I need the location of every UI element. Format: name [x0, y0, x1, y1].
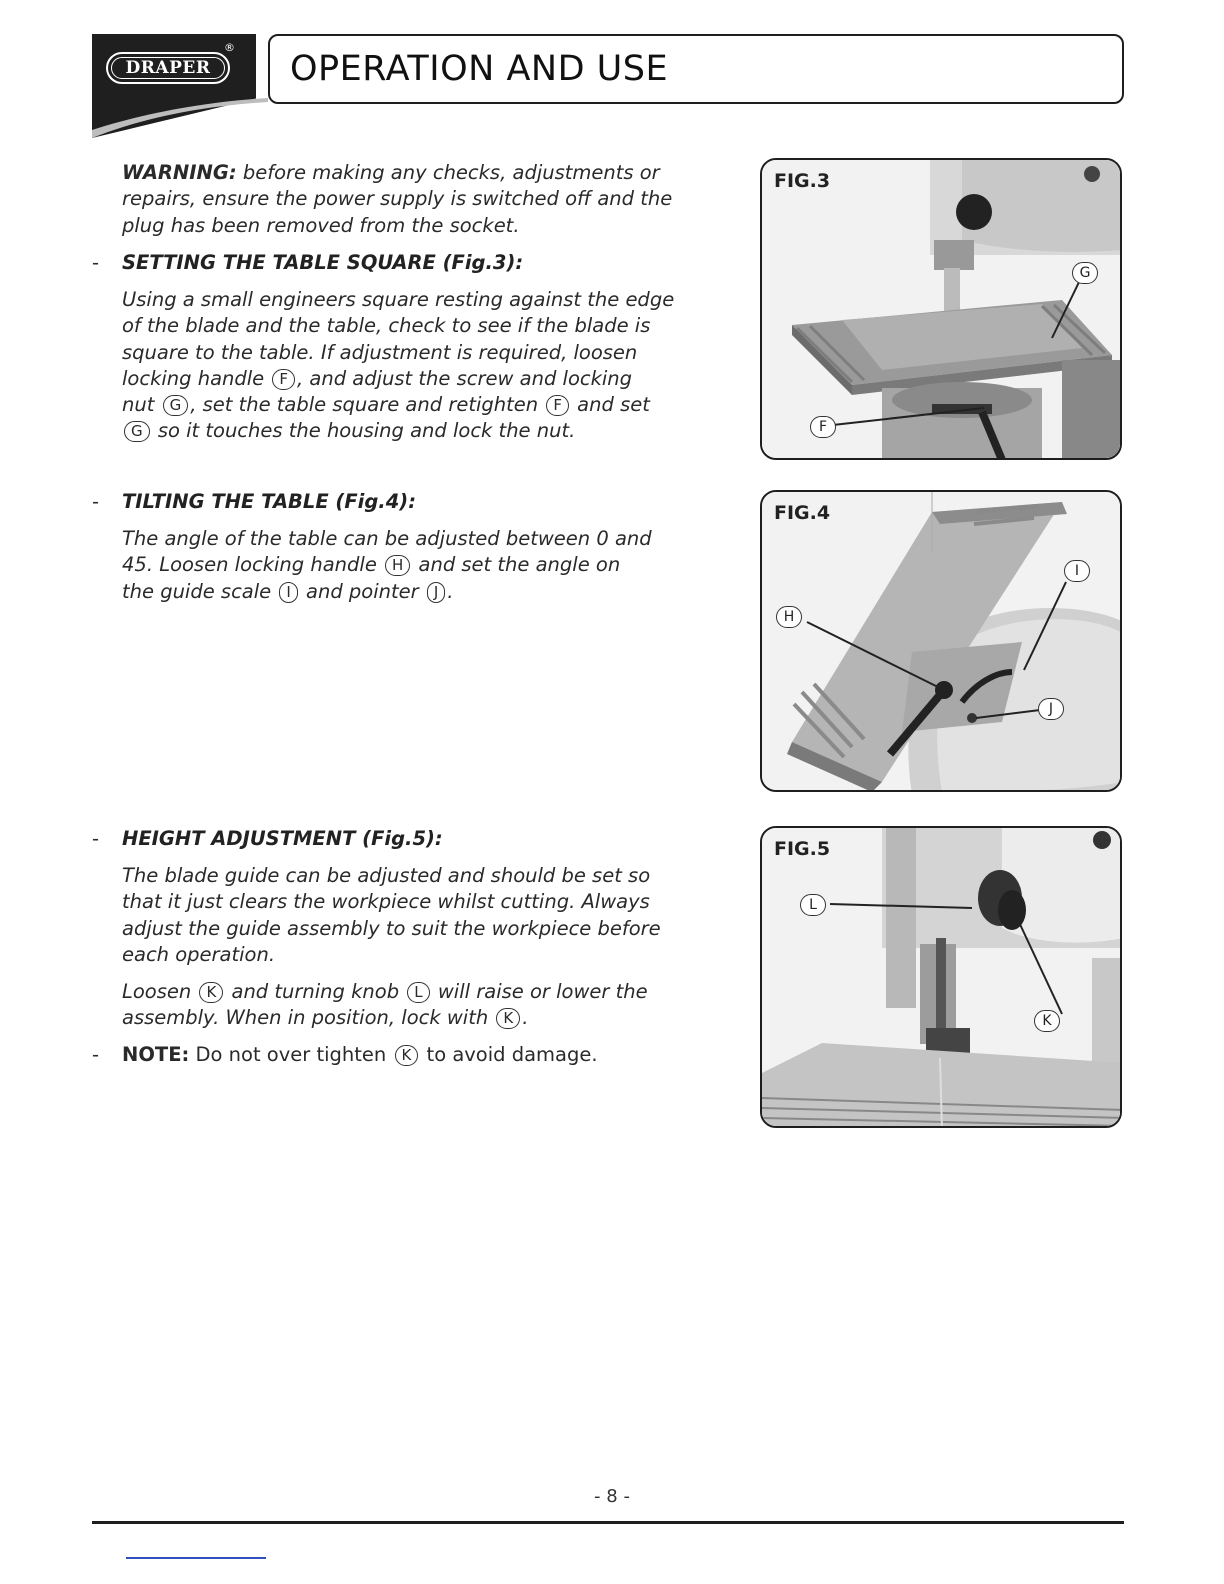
table-square-line-5: [122, 392, 742, 418]
registered-mark: ®: [224, 41, 235, 54]
heading-height: HEIGHT ADJUSTMENT (Fig.5):: [122, 827, 443, 850]
text-fragment: and set the angle on: [412, 553, 621, 577]
footer-rule: [92, 1521, 1124, 1524]
text-fragment: Loosen: [122, 980, 198, 1003]
figure-4: [760, 490, 1122, 792]
footer-link-underline: [126, 1557, 266, 1559]
text-fragment: , and adjust the screw and locking: [297, 366, 633, 390]
figure-3-label: FIG.3: [774, 170, 831, 192]
heading-table-square: SETTING THE TABLE SQUARE (Fig.3):: [122, 251, 524, 274]
height-line-5: [122, 979, 742, 1005]
bullet-dash: -: [92, 827, 100, 850]
brand-swoosh: [92, 96, 268, 140]
bullet-dash: -: [92, 1043, 100, 1066]
warning-text-1: before making any checks, adjustments or: [236, 161, 660, 184]
heading-tilting: TILTING THE TABLE (Fig.4):: [122, 490, 416, 513]
warning-line-3: plug has been removed from the socket.: [122, 213, 520, 237]
callout-ref-g: G: [163, 395, 189, 416]
tilting-line-3: [122, 579, 742, 605]
text-fragment: .: [522, 1006, 529, 1030]
height-line-4: each operation.: [122, 942, 276, 966]
table-square-line-1: Using a small engineers square resting against the edge: [122, 288, 675, 311]
text-fragment: and turning knob: [225, 980, 406, 1003]
callout-ref-k: K: [199, 982, 223, 1003]
draper-logo: [106, 52, 230, 84]
title-box: [268, 34, 1124, 104]
fig5-illustration: [762, 828, 1122, 1128]
height-line-3: adjust the guide assembly to suit the workpiece before: [122, 916, 661, 940]
text-fragment: the guide scale: [122, 579, 278, 603]
fig3-illustration: [762, 160, 1122, 460]
height-line-6: [122, 1005, 742, 1031]
table-square-line-6: [122, 418, 742, 444]
bullet-dash: -: [92, 490, 100, 513]
callout-ref-f: F: [272, 369, 295, 390]
tilting-line-2: [122, 552, 742, 578]
fig5-callout-k: K: [1034, 1010, 1060, 1032]
note-line: [122, 1042, 742, 1068]
fig3-callout-f: F: [810, 416, 836, 438]
text-fragment: will raise or lower the: [431, 980, 648, 1003]
warning-label: WARNING:: [122, 161, 237, 184]
page-number: - 8 -: [594, 1486, 630, 1507]
table-square-line-4: [122, 366, 742, 392]
height-paragraph-1: [122, 863, 742, 968]
tilting-paragraph: [122, 526, 742, 605]
callout-ref-k: K: [496, 1008, 520, 1029]
text-fragment: .: [447, 579, 454, 603]
logo-inner-border: [111, 57, 225, 79]
fig4-callout-j: J: [1038, 698, 1064, 720]
fig3-callout-g: G: [1072, 262, 1098, 284]
tilting-line-1: The angle of the table can be adjusted between 0 and: [122, 527, 652, 550]
warning-paragraph: [122, 160, 742, 239]
text-fragment: Do not over tighten: [189, 1043, 393, 1066]
bullet-dash: -: [92, 251, 100, 274]
fig4-callout-h: H: [776, 606, 802, 628]
height-paragraph-2: [122, 979, 742, 1032]
callout-ref-g: G: [124, 421, 150, 442]
text-fragment: 45. Loosen locking handle: [122, 553, 384, 577]
figure-5: [760, 826, 1122, 1128]
text-fragment: nut: [122, 393, 161, 417]
callout-ref-f: F: [546, 395, 569, 416]
warning-line-1: [122, 160, 742, 186]
callout-ref-h: H: [385, 555, 410, 576]
text-fragment: , set the table square and retighten: [190, 393, 545, 417]
height-line-2: that it just clears the workpiece whilst cutting. Always: [122, 890, 650, 914]
figure-5-label: FIG.5: [774, 838, 831, 860]
text-fragment: to avoid damage.: [420, 1043, 598, 1066]
brand-name: DRAPER: [125, 58, 211, 78]
callout-ref-i: I: [279, 582, 297, 603]
fig5-callout-l: L: [800, 894, 826, 916]
table-square-line-3: square to the table. If adjustment is required, loosen: [122, 340, 638, 364]
table-square-paragraph: [122, 287, 742, 445]
callout-ref-k: K: [395, 1045, 419, 1066]
warning-line-2: repairs, ensure the power supply is switched off and the: [122, 187, 673, 211]
table-square-line-2: of the blade and the table, check to see if the blade is: [122, 314, 651, 338]
note-label: NOTE:: [122, 1043, 190, 1066]
text-fragment: and set: [570, 393, 650, 417]
height-line-1: The blade guide can be adjusted and should be set so: [122, 864, 651, 887]
text-fragment: and pointer: [299, 579, 425, 603]
text-fragment: assembly. When in position, lock with: [122, 1006, 495, 1030]
fig4-illustration: [762, 492, 1122, 792]
figure-4-label: FIG.4: [774, 502, 831, 524]
text-fragment: locking handle: [122, 366, 271, 390]
callout-ref-j: J: [427, 582, 445, 603]
page-title: OPERATION AND USE: [290, 49, 669, 89]
figure-3: [760, 158, 1122, 460]
fig4-callout-i: I: [1064, 560, 1090, 582]
callout-ref-l: L: [407, 982, 429, 1003]
text-fragment: so it touches the housing and lock the nut.: [151, 419, 576, 443]
